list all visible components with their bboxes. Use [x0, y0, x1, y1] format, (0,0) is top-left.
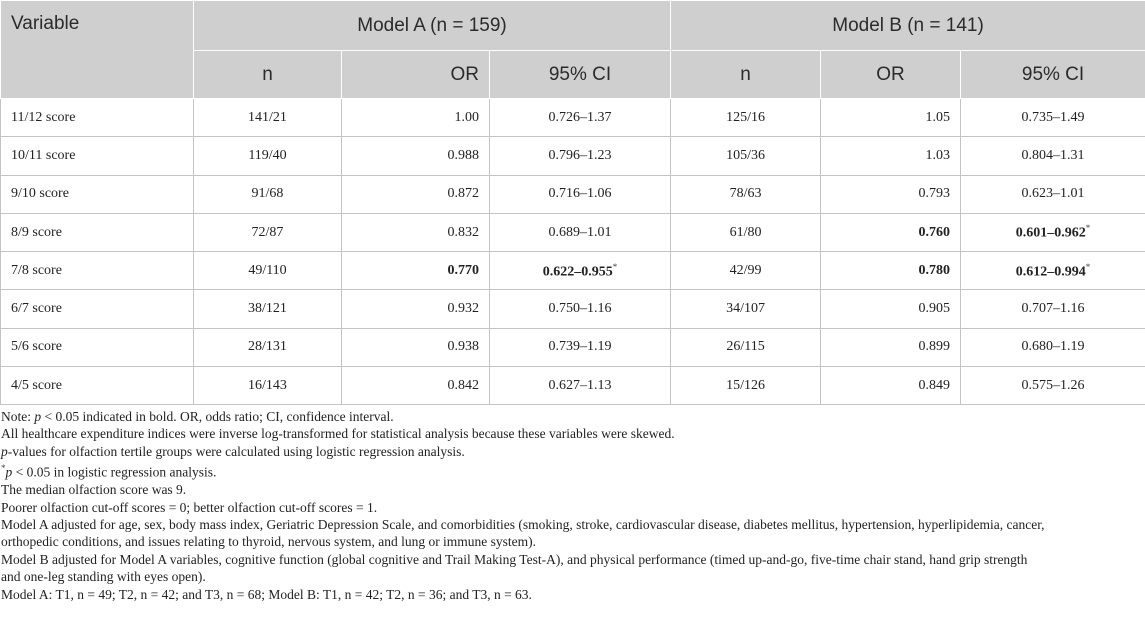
model-b-ci-cell: 0.735–1.49 [961, 99, 1145, 137]
table-row [1, 175, 1145, 213]
model-b-n-cell: 15/126 [671, 367, 821, 405]
variable-cell: 4/5 score [1, 367, 194, 405]
model-b-note-line2: and one-leg standing with eyes open). [1, 569, 206, 585]
model-b-ci-cell [961, 252, 1145, 290]
model-a-n-cell: 141/21 [194, 99, 342, 137]
variable-cell: 9/10 score [1, 175, 194, 213]
model-b-n-cell: 105/36 [671, 137, 821, 175]
model-b-ci-cell: 0.575–1.26 [961, 367, 1145, 405]
model-b-header: Model B (n = 141) [671, 1, 1145, 51]
cutoff-note: Poorer olfaction cut-off scores = 0; better olfaction cut-off scores = 1. [1, 499, 378, 515]
model-a-note-line1: Model A adjusted for age, sex, body mass index, Geriatric Depression Scale, and comorbidities (smoking, stroke, cardiovascular disease, diabetes mellitus, hypertension, hyperlipidemia, cancer, [1, 516, 1045, 532]
significance-note [1, 460, 1141, 481]
significant-value: 0.612–0.994 [1015, 264, 1086, 280]
model-b-or-cell: 1.05 [821, 99, 961, 137]
model-a-n-cell: 49/110 [194, 252, 342, 290]
table-footnotes [1, 408, 1141, 603]
variable-cell: 10/11 score [1, 137, 194, 175]
p-symbol: p [5, 464, 13, 480]
note-prefix: Note: [1, 409, 35, 424]
table-row [1, 99, 1145, 137]
model-a-ci-cell: 0.726–1.37 [490, 99, 671, 137]
table-row [1, 290, 1145, 328]
model-a-ci-cell: 0.796–1.23 [490, 137, 671, 175]
model-a-n-cell: 119/40 [194, 137, 342, 175]
model-b-ci-cell [961, 213, 1145, 251]
model-b-or-cell: 0.849 [821, 367, 961, 405]
variable-cell: 7/8 score [1, 252, 194, 290]
model-a-or-cell: 0.832 [342, 213, 490, 251]
model-b-or-cell: 0.793 [821, 175, 961, 213]
significant-value: 0.780 [918, 262, 951, 278]
model-b-or-cell: 1.03 [821, 137, 961, 175]
significant-value: 0.760 [918, 224, 951, 240]
model-b-n-cell: 26/115 [671, 328, 821, 366]
significant-value: 0.622–0.955 [542, 264, 613, 280]
significance-marker: * [612, 261, 618, 272]
table-row [1, 213, 1145, 251]
model-b-n-cell: 78/63 [671, 175, 821, 213]
model-b-n-header: n [671, 51, 821, 99]
table-row [1, 252, 1145, 290]
variable-cell: 11/12 score [1, 99, 194, 137]
model-b-n-cell: 125/16 [671, 99, 821, 137]
model-b-or-cell: 0.899 [821, 328, 961, 366]
significance-marker: * [1085, 223, 1091, 234]
model-b-ci-header: 95% CI [961, 51, 1145, 99]
model-a-ci-cell: 0.627–1.13 [490, 367, 671, 405]
model-b-ci-cell: 0.623–1.01 [961, 175, 1145, 213]
significant-value: 0.770 [447, 262, 479, 278]
note-line [1, 408, 1141, 425]
expenditure-note: All healthcare expenditure indices were inverse log-transformed for statistical analysis because these variables were skewed. [1, 426, 675, 442]
model-a-ci-cell: 0.750–1.16 [490, 290, 671, 328]
model-a-or-cell: 0.842 [342, 367, 490, 405]
significance-text: < 0.05 in logistic regression analysis. [12, 464, 217, 480]
model-b-or-cell: 0.905 [821, 290, 961, 328]
model-b-note-line1: Model B adjusted for Model A variables, cognitive function (global cognitive and Trail Making Test-A), and physical performance (timed up-and-go, five-time chair stand, hand grip strength [1, 551, 1028, 567]
pvalues-note [1, 443, 1141, 460]
tertiles-note: Model A: T1, n = 49; T2, n = 42; and T3, n = 68; Model B: T1, n = 42; T2, n = 36; and T3, n = 63. [1, 586, 532, 602]
model-a-note-line2: orthopedic conditions, and issues relating to thyroid, nervous system, and lung or immune system). [1, 534, 537, 550]
model-a-ci-cell: 0.716–1.06 [490, 175, 671, 213]
p-symbol: p [1, 443, 8, 459]
model-a-ci-cell: 0.689–1.01 [490, 213, 671, 251]
variable-cell: 6/7 score [1, 290, 194, 328]
model-a-or-header: OR [342, 51, 490, 99]
p-symbol: p [34, 409, 42, 424]
note-text: < 0.05 indicated in bold. OR, odds ratio; CI, confidence interval. [41, 409, 394, 424]
model-a-ci-cell [490, 252, 671, 290]
model-a-n-cell: 72/87 [194, 213, 342, 251]
pvalues-text: -values for olfaction tertile groups were calculated using logistic regression analysis. [7, 443, 465, 459]
model-b-n-cell: 42/99 [671, 252, 821, 290]
model-a-or-cell: 0.932 [342, 290, 490, 328]
model-b-or-cell [821, 252, 961, 290]
model-a-or-cell: 0.938 [342, 328, 490, 366]
model-a-n-header: n [194, 51, 342, 99]
significant-value: 0.601–0.962 [1015, 225, 1086, 241]
table-row [1, 367, 1145, 405]
model-b-or-cell [821, 213, 961, 251]
variable-cell: 5/6 score [1, 328, 194, 366]
model-a-or-cell [342, 252, 490, 290]
model-a-n-cell: 38/121 [194, 290, 342, 328]
table-row [1, 328, 1145, 366]
variable-cell: 8/9 score [1, 213, 194, 251]
model-a-or-cell: 0.872 [342, 175, 490, 213]
variable-header: Variable [1, 1, 194, 99]
model-a-or-cell: 0.988 [342, 137, 490, 175]
model-a-n-cell: 91/68 [194, 175, 342, 213]
model-b-ci-cell: 0.804–1.31 [961, 137, 1145, 175]
model-b-ci-cell: 0.707–1.16 [961, 290, 1145, 328]
median-note: The median olfaction score was 9. [1, 482, 187, 498]
table-row [1, 137, 1145, 175]
model-a-ci-header: 95% CI [490, 51, 671, 99]
header-row-1 [1, 1, 1145, 51]
model-a-ci-cell: 0.739–1.19 [490, 328, 671, 366]
significance-marker: * [1085, 261, 1091, 272]
model-b-n-cell: 61/80 [671, 213, 821, 251]
model-a-n-cell: 16/143 [194, 367, 342, 405]
significance-marker: * [1, 463, 6, 474]
model-a-n-cell: 28/131 [194, 328, 342, 366]
model-b-or-header: OR [821, 51, 961, 99]
model-a-header: Model A (n = 159) [194, 1, 671, 51]
model-b-n-cell: 34/107 [671, 290, 821, 328]
model-b-ci-cell: 0.680–1.19 [961, 328, 1145, 366]
model-a-or-cell: 1.00 [342, 99, 490, 137]
